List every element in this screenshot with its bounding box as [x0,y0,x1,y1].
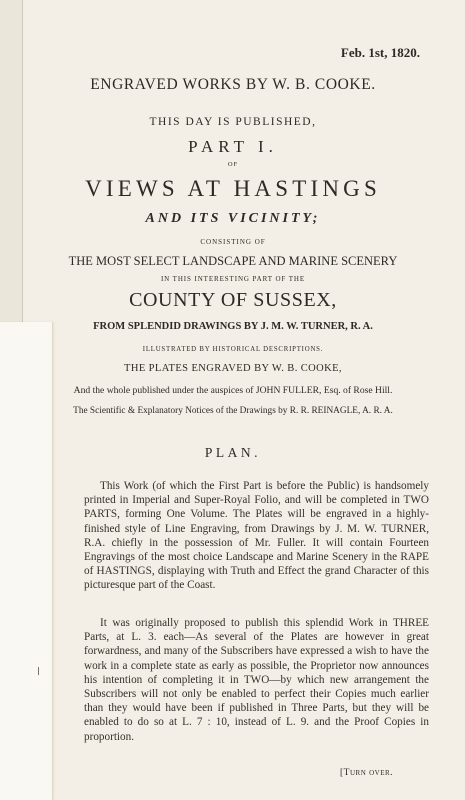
plan-paragraph-2 [84,616,429,744]
auspices-line: And the whole published under the auspices of JOHN FULLER, Esq. of Rose Hill. [73,385,393,396]
of-line: OF [227,161,239,168]
notices-line: The Scientific & Explanatory Notices of the Drawings by R. R. REINAGLE, A. R. A. [73,406,393,416]
plan-paragraph-1 [84,479,429,593]
county-title: COUNTY OF SUSSEX, [129,289,337,311]
engraved-line: THE PLATES ENGRAVED BY W. B. COOKE, [124,363,342,374]
main-title: VIEWS AT HASTINGS [85,176,381,201]
drawings-line: FROM SPLENDID DRAWINGS BY J. M. W. TURNER, R. A. [93,321,373,332]
paragraph-text: This Work (of which the First Part is before the Public) is handsomely printed in Imperial and Super-Royal Folio, and will be completed in TWO PARTS, forming One Volume. The Plates will be engraved in a highly-finished style of Line Engraving, from Drawings by J. M. W. TURNER, R.A. chiefly in the possession of Mr. Fuller. It will contain Fourteen Engravings of the most choice Landscape and Marine Scenery in the RAPE of HASTINGS, displaying with Truth and Effect the grand Character of this picturesque part of the Coast. [84,480,429,592]
turn-over-note: [Turn over. [340,768,394,778]
consisting-line: CONSISTING OF [200,238,266,246]
part-number: PART I. [188,137,278,156]
subtitle: AND ITS VICINITY; [145,211,321,226]
interesting-line: IN THIS INTERESTING PART OF THE [160,275,306,283]
header: ENGRAVED WORKS BY W. B. COOKE. [90,76,376,93]
paragraph-text: It was originally proposed to publish this splendid Work in THREE Parts, at L. 3. each—As several of the Plates are however in great forwardness, and many of the Subscribers have expressed a wish to have the work in a complete state as early as possible, the Proprietor now announces his intention of completing it in TWO—by which new arrangement the Subscribers will not only be enabled to perfect their Copies much earlier than they would have been if published in Three Parts, but they will be enabled to do so at L. 7 : 10, instead of L. 9. and the Proof Copies in proportion. [84,617,429,743]
pencil-mark [38,667,39,675]
illustrated-line: ILLUSTRATED BY HISTORICAL DESCRIPTIONS. [142,346,324,353]
published-line: THIS DAY IS PUBLISHED, [149,116,317,128]
scenery-line: THE MOST SELECT LANDSCAPE AND MARINE SCENERY [68,254,398,268]
date: Feb. 1st, 1820. [340,45,420,60]
plan-heading: PLAN. [204,445,262,460]
